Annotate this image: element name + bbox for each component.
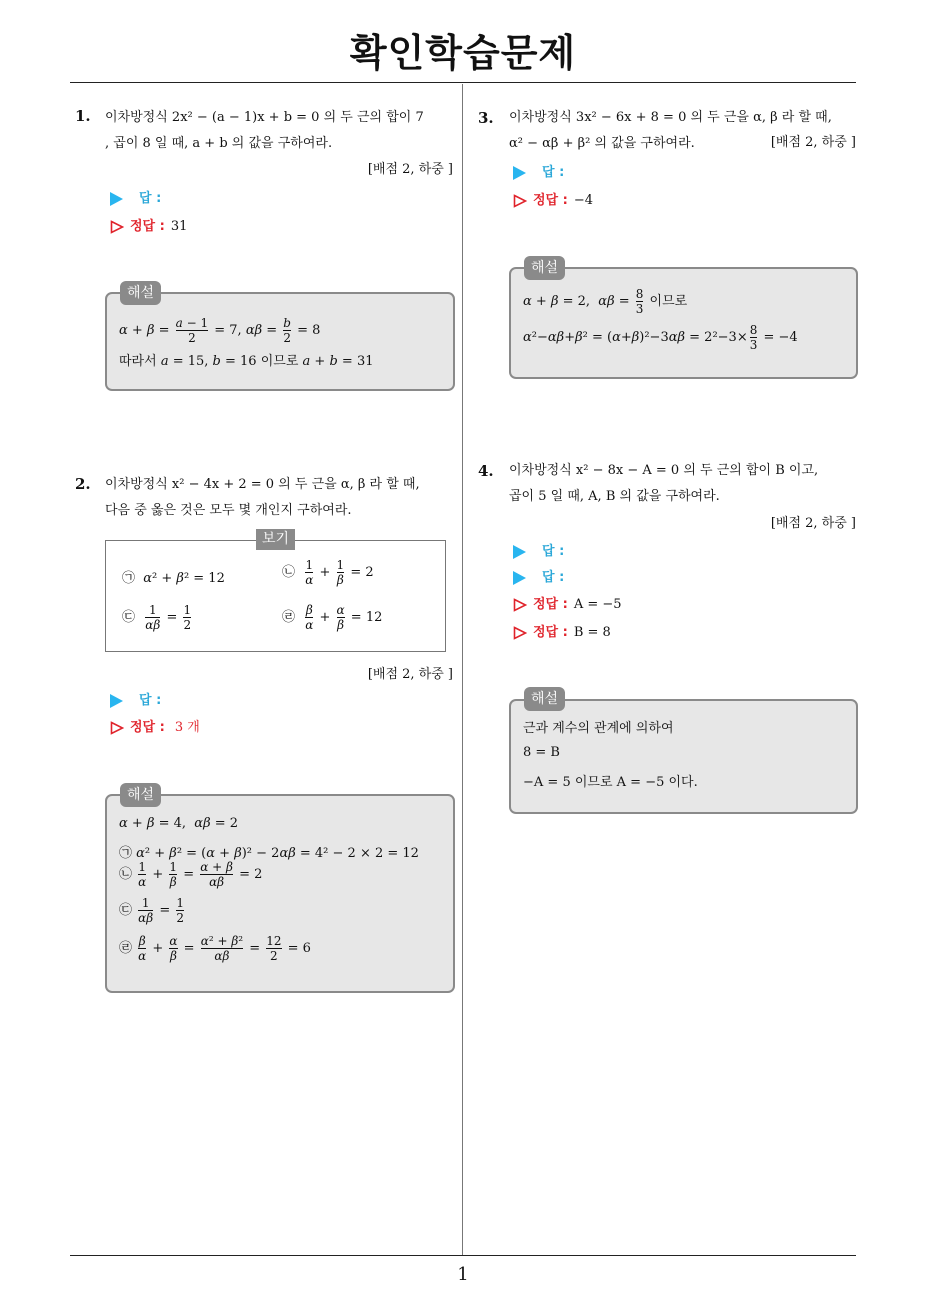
- solution-line: 근과 계수의 관계에 의하여: [523, 721, 674, 736]
- answer-row[interactable]: [513, 162, 564, 184]
- problem-number: 1.: [75, 107, 91, 125]
- solution-tag: 해설: [120, 783, 161, 807]
- triangle-outline-icon: [513, 194, 527, 208]
- solution-tag: 해설: [524, 687, 565, 711]
- problem-number: 4.: [478, 462, 494, 480]
- correct-value: 3 개: [174, 720, 200, 735]
- stem-line: 이차방정식 2x² − (a − 1)x + b = 0 의 두 근의 합이 7: [105, 110, 424, 125]
- correct-answer-row: [513, 622, 611, 644]
- correct-answer-row: [110, 216, 187, 238]
- stem-line: 이차방정식 x² − 4x + 2 = 0 의 두 근을 α, β 라 할 때,: [105, 477, 420, 492]
- solution-line: ㉡ $\frac{1}{\alpha}$ + $\frac{1}{\beta}$ = $\frac{\alpha + \beta}{\alpha\beta}$ = 2: [119, 860, 263, 889]
- correct-value-b: B = 8: [573, 625, 611, 640]
- answer-label: 답 :: [139, 693, 162, 708]
- page-title: 확인학습문제: [349, 31, 577, 75]
- page-number: 1: [457, 1264, 469, 1285]
- solution-line: α + β = $\frac{a - 1}{2}$ = 7, αβ = $\frac{b}{2}$ = 8: [119, 316, 321, 345]
- correct-label: 정답 :: [130, 720, 165, 735]
- bottom-rule: [70, 1255, 856, 1256]
- triangle-outline-icon: [513, 626, 527, 640]
- correct-answer-row: [513, 190, 593, 212]
- correct-label: 정답 :: [533, 597, 568, 612]
- correct-label: 정답 :: [130, 219, 165, 234]
- answer-label: 답 :: [542, 165, 565, 180]
- solution-line: ㉠ α² + β² = (α + β)² − 2αβ = 4² − 2 × 2 = 12: [119, 846, 419, 861]
- score-label: [배점 2, 하중 ]: [367, 667, 453, 682]
- solution-box: [509, 699, 858, 814]
- solution-tag: 해설: [120, 281, 161, 305]
- problem-number: 2.: [75, 475, 91, 493]
- problem-stem: [105, 105, 457, 157]
- stem-line: α² − αβ + β² 의 값을 구하여라.: [509, 136, 695, 151]
- score-label: [배점 2, 하중 ]: [367, 162, 453, 177]
- correct-value: 31: [170, 219, 188, 234]
- solution-line: ㉢ $\frac{1}{\alpha\beta}$ = $\frac{1}{2}$: [119, 896, 184, 925]
- answer-label: 답 :: [542, 570, 565, 585]
- triangle-outline-icon: [513, 598, 527, 612]
- answer-row[interactable]: [110, 690, 161, 712]
- bogi-item: ㉣ $\frac{\beta}{\alpha}$ + $\frac{\alpha}{\beta}$ = 12: [282, 603, 383, 632]
- solution-box: [105, 794, 455, 993]
- problem-stem: [105, 472, 460, 524]
- correct-value-a: A = −5: [573, 597, 622, 612]
- solution-line: −A = 5 이므로 A = −5 이다.: [523, 775, 698, 790]
- bogi-item: ㉢ $\frac{1}{\alpha\beta}$ = $\frac{1}{2}$: [122, 603, 192, 632]
- solution-line: α²−αβ+β² = (α+β)²−3αβ = 2²−3× $\frac{8}{3}$ = −4: [523, 323, 798, 352]
- answer-label: 답 :: [542, 544, 565, 559]
- correct-answer-row: [513, 594, 622, 616]
- stem-line: 이차방정식 3x² − 6x + 8 = 0 의 두 근을 α, β 라 할 때,: [509, 110, 832, 125]
- top-rule: [70, 82, 856, 83]
- stem-line: 곱이 5 일 때, A, B 의 값을 구하여라.: [509, 489, 720, 504]
- bogi-item: ㉡ $\frac{1}{\alpha}$ + $\frac{1}{\beta}$ = 2: [282, 558, 374, 587]
- stem-line: 다음 중 옳은 것은 모두 몇 개인지 구하여라.: [105, 503, 352, 518]
- score-label: [배점 2, 하중 ]: [770, 516, 856, 531]
- stem-line: , 곱이 8 일 때, a + b 의 값을 구하여라.: [105, 136, 333, 151]
- solution-box: [509, 267, 858, 379]
- solution-line: α + β = 2, αβ = $\frac{8}{3}$ 이므로: [523, 287, 688, 316]
- solution-line: α + β = 4, αβ = 2: [119, 816, 239, 831]
- bogi-box: [105, 540, 446, 652]
- play-icon: [513, 166, 526, 180]
- play-icon: [513, 545, 526, 559]
- bogi-tag: 보기: [256, 529, 295, 550]
- answer-row[interactable]: [513, 541, 564, 563]
- solution-line: ㉣ $\frac{\beta}{\alpha}$ + $\frac{\alpha}{\beta}$ = $\frac{\text{α² + β²}}{\alpha\beta}$ = $\frac{12}{2}$ = 6: [119, 934, 311, 963]
- solution-tag: 해설: [524, 256, 565, 280]
- answer-label: 답 :: [139, 191, 162, 206]
- play-icon: [110, 694, 123, 708]
- triangle-outline-icon: [110, 721, 124, 735]
- play-icon: [110, 192, 123, 206]
- solution-line: 따라서 a = 15, b = 16 이므로 a + b = 31: [119, 354, 374, 369]
- answer-row[interactable]: [110, 188, 161, 210]
- solution-box: [105, 292, 455, 391]
- bogi-item: ㉠ α² + β² = 12: [122, 571, 225, 586]
- problem-stem: [509, 458, 861, 510]
- score-label: [배점 2, 하중 ]: [770, 135, 856, 150]
- answer-row[interactable]: [513, 567, 564, 589]
- triangle-outline-icon: [110, 220, 124, 234]
- solution-line: 8 = B: [523, 745, 560, 760]
- correct-answer-row: [110, 717, 200, 739]
- correct-label: 정답 :: [533, 625, 568, 640]
- column-divider: [462, 84, 463, 1255]
- correct-value: −4: [573, 193, 594, 208]
- play-icon: [513, 571, 526, 585]
- problem-number: 3.: [478, 109, 494, 127]
- stem-line: 이차방정식 x² − 8x − A = 0 의 두 근의 합이 B 이고,: [509, 463, 819, 478]
- correct-label: 정답 :: [533, 193, 568, 208]
